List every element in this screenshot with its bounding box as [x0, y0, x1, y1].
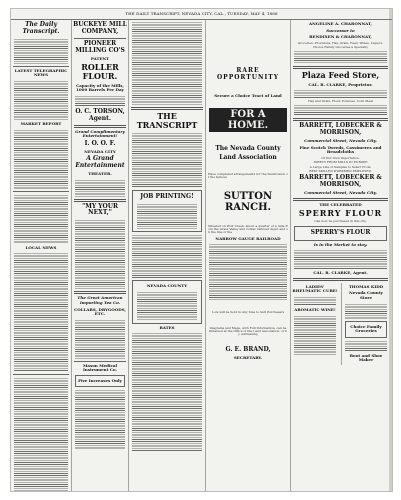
association-sub: Land Association [219, 154, 277, 162]
plaza-feed-title: Plaza Feed Store, [301, 70, 380, 81]
transcript-ad-title: THE TRANSCRIPT [136, 111, 198, 131]
sutton-ranch-heading: SUTTON RANCH. [223, 190, 273, 214]
text-block [137, 291, 197, 321]
text-block [294, 50, 387, 64]
column-land-ad [205, 20, 290, 492]
text-block [75, 319, 125, 359]
job-printing-box [132, 190, 202, 232]
newspaper-page [10, 8, 393, 492]
text-block [75, 219, 125, 289]
divider [293, 198, 388, 201]
spacer [206, 181, 290, 189]
spacer [206, 316, 290, 326]
secretary-title: SECRETARY. [233, 355, 263, 361]
spacer [206, 20, 290, 66]
text-block [209, 243, 287, 301]
local-heading: LOCAL NEWS [25, 244, 57, 250]
torson-agent: O. C. TORSON, Agent. [75, 107, 125, 122]
rare-opportunity-heading: RARE OPPORTUNITY [216, 67, 280, 81]
divider [74, 291, 126, 294]
charonnat-specialty: Choice Family Groceries a Specialty [312, 45, 369, 50]
kidd-title: THOMAS KIDD [348, 283, 384, 289]
barrett-title-2: BARRETT, LOBECKER & MORRISON, [299, 174, 382, 189]
roller-flour-title: ROLLER FLOUR. [81, 62, 119, 82]
column-ads-left [71, 20, 128, 492]
sperry-brand: SPERRY'S FLOUR [310, 228, 371, 236]
text-block [14, 194, 68, 244]
text-block [132, 132, 202, 188]
plaza-feed-proprietor: CAL. R. CLARKE, Proprietor. [308, 81, 373, 87]
market-heading: MARKET REPORT [20, 120, 62, 126]
text-block [345, 303, 387, 319]
divider [293, 66, 388, 69]
barrett-title: BARRETT, LOBECKER & MORRISON, [299, 122, 382, 137]
plaza-feed-goods: Hay and Grain, Flour, Potatoes, Corn Meal [308, 99, 373, 104]
divider [13, 191, 69, 192]
county-box [132, 280, 202, 324]
text-block [137, 203, 197, 229]
column-news [11, 20, 71, 492]
text-block [75, 179, 125, 197]
celebrated-label: THE CELEBRATED [319, 201, 362, 207]
text-block [75, 389, 125, 449]
divider [293, 278, 388, 281]
tea-company-title: The Great American Importing Tea Co. [77, 295, 123, 305]
samples-line: A Large Line of Samples to Select From. [309, 164, 372, 169]
divider [74, 361, 126, 362]
groceries-title: Choice Family Groceries [350, 323, 382, 334]
spacer [206, 337, 290, 345]
spacer [206, 302, 290, 310]
intro-text: Have completed arrangements for the Subdivision of the famous [208, 172, 288, 180]
bendixen-title: BENDIXEN & CHARONNAT, [309, 34, 372, 40]
text-block [345, 340, 387, 352]
my-your-next-title: "MY YOUR NEXT," [82, 202, 118, 217]
tweeds-line: Fine Scotch Tweeds, Cassimeres and Broadcloths [299, 144, 382, 155]
aromatic-wine: AROMATIC WINE! [294, 306, 336, 312]
for-a-home-banner: FOR A HOME. [209, 108, 287, 132]
sperry-purchase-line: Can now be purchased in this city. [314, 219, 367, 224]
text-block [294, 89, 387, 99]
medical-sub: Five Increases Only [78, 377, 122, 383]
dispatch-heading: LATEST TELEGRAPHIC NEWS [14, 67, 68, 78]
association-name: The Nevada County [215, 145, 281, 153]
text-block [294, 249, 387, 269]
text-block [294, 296, 336, 306]
kidd-store: Nevada County Store [349, 290, 383, 300]
divider [131, 107, 203, 110]
text-block [14, 80, 68, 120]
column-ads-middle [128, 20, 205, 492]
text-block [294, 104, 387, 116]
entertainment-title: Grand Complimentary Entertainment! [75, 128, 125, 139]
importation-line: Of Our Own Importation. [321, 156, 360, 161]
secure-tract-heading: Secure a Choice Tract of Land [214, 92, 282, 98]
job-printing-title: JOB PRINTING! [140, 193, 194, 201]
text-block [14, 38, 68, 64]
capacity-line: Capacity of the Mills, 1000 Barrels Per Day [76, 82, 124, 93]
grand-entertainment: A Grand Entertainment [75, 155, 125, 170]
text-block [132, 332, 202, 452]
pioneer-title: PIONEER MILLING CO'S [75, 39, 125, 54]
mills-line: DIRECT FROM MILLS IN EUROPE [313, 160, 368, 165]
rheumatic-ad [291, 283, 339, 356]
terms-text: Lots will be Sold in Any Size to Suit Purchasers [211, 310, 285, 315]
kidd-ad [341, 283, 390, 365]
boot-shoe-title: Boot and Shoe Maker [349, 352, 383, 363]
spacer [206, 100, 290, 106]
divider [13, 374, 69, 375]
hall-location: NEVADA CITY [84, 148, 116, 154]
text-block [294, 315, 336, 355]
railroad-heading: NARROW GAUGE RAILROAD [215, 235, 281, 241]
rates-title: RATES [159, 324, 175, 330]
spacer [206, 84, 290, 92]
maps-text: Diagrams and Maps, with Full Information, can be Obtained at the Office of the Land Association, or by addressing [208, 325, 288, 337]
paper-title: The Daily Transcript. [22, 21, 60, 35]
patent-label: PATENT [90, 55, 110, 61]
tea-company-goods: COLLARS, DRYGOODS, ETC. [74, 306, 126, 317]
page-masthead: THE DAILY TRANSCRIPT, NEVADA CITY, CAL., TUESDAY, MAY 4, 1886 [11, 9, 392, 20]
charonnat-successor: Successor to [326, 27, 355, 33]
text-block [14, 252, 68, 372]
spacer [206, 134, 290, 144]
divider [293, 118, 388, 121]
sperry-box [294, 226, 387, 241]
sperry-market-line: Is in the Market to stay. [313, 241, 368, 247]
location-text: Situated on Wolf Creek, about a quarter of a mile from the Grass Valley and Colfax railroad depot and on the line of the [208, 223, 288, 235]
text-block [14, 129, 68, 189]
ioof-title: I. O. O. F. [84, 139, 116, 147]
spacer [206, 216, 290, 224]
theater-label: THEATER. [88, 170, 112, 176]
secretary-name: G. E. BRAND, [225, 346, 271, 354]
barrett-street: Commercial Street, Nevada City. [304, 138, 377, 144]
buckeye-title: BUCKEYE MILL COMPANY, [73, 21, 127, 35]
spacer [206, 164, 290, 172]
text-block [75, 95, 125, 107]
sperry-flour-title: SPERRY FLOUR [298, 208, 383, 219]
workmen-line: BEST SKILLED WORKMEN EMPLOYED. [309, 168, 372, 173]
text-block [132, 234, 202, 278]
charonnat-goods: Groceries, Provisions, Hay, Grain, Feed, Wines, Liquors, [297, 40, 384, 45]
barrett-street-2: Commercial Street, Nevada City. [304, 189, 377, 195]
rheumatic-title: LADIES' RHEUMATIC CURE! [292, 283, 338, 294]
county-title: NEVADA COUNTY [146, 283, 188, 289]
divider [74, 199, 126, 202]
divider [74, 38, 126, 39]
text-block [14, 377, 68, 492]
medical-box [75, 375, 125, 388]
charonnat-title: ANGELINE A. CHARONNAT, [309, 21, 372, 26]
medical-title: Mason Medical Instrument Co. [82, 362, 118, 373]
text-block [132, 21, 202, 105]
bottom-ads [291, 283, 390, 373]
divider [74, 125, 126, 128]
groceries-box [345, 321, 387, 338]
column-ads-right [290, 20, 390, 492]
divider [13, 66, 69, 67]
sperry-agent: CAL. R. CLARKE, Agent. [313, 270, 368, 276]
